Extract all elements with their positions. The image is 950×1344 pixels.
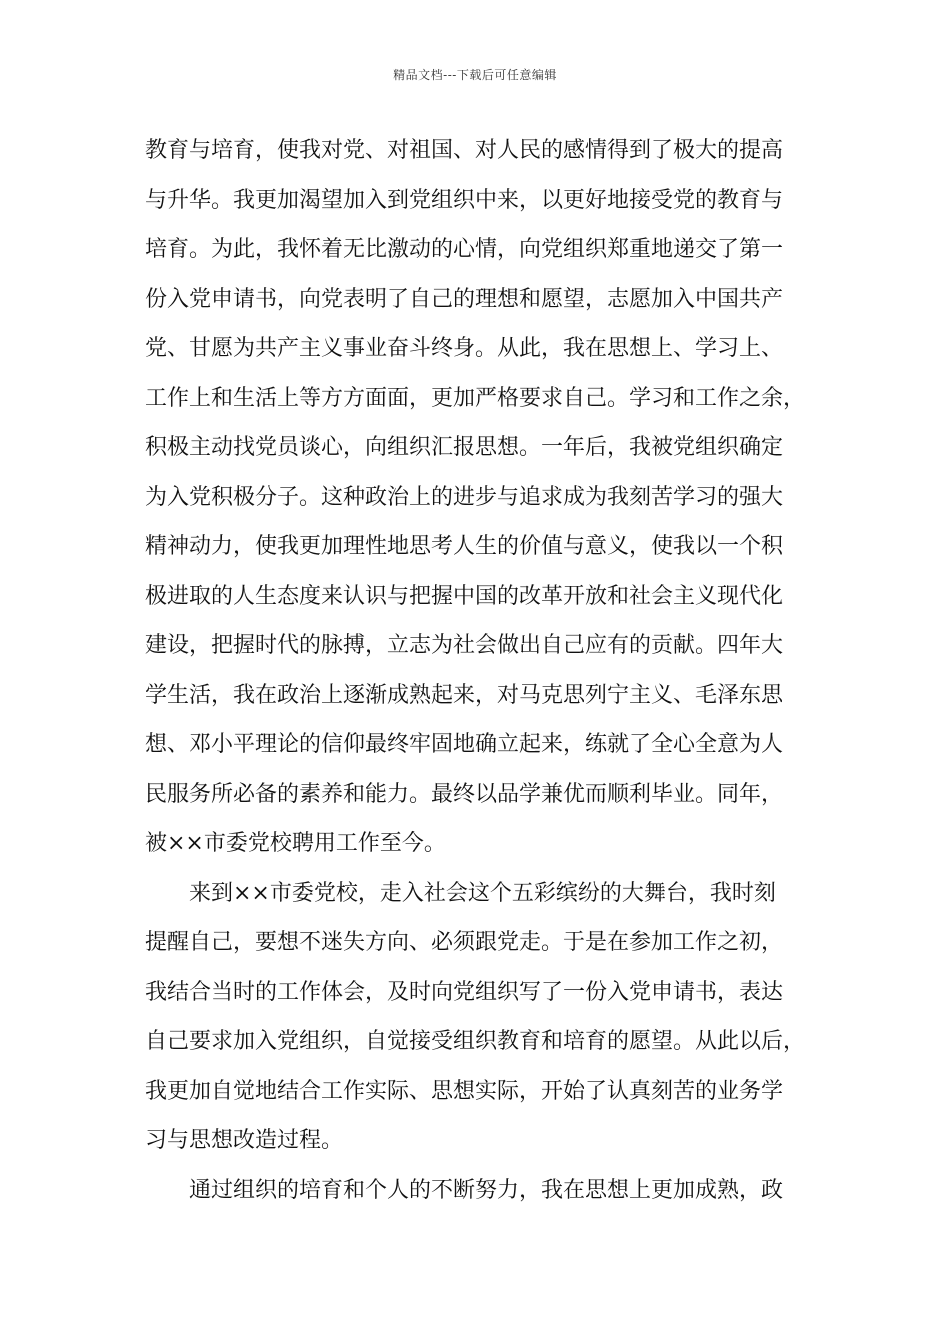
text-line: 培育。为此，我怀着无比激动的心情，向党组织郑重地递交了第一 xyxy=(145,237,784,262)
page-header: 精品文档---下载后可任意编辑 xyxy=(393,68,557,82)
text-line: 建设，把握时代的脉搏，立志为社会做出自己应有的贡献。四年大 xyxy=(145,633,784,658)
text-line: 工作上和生活上等方方面面，更加严格要求自己。学习和工作之余， xyxy=(145,385,806,411)
text-line: 积极主动找党员谈心，向组织汇报思想。一年后，我被党组织确定 xyxy=(145,435,784,460)
paragraph xyxy=(145,1166,825,1216)
text-line: 被××市委党校聘用工作至今。 xyxy=(145,831,446,856)
text-line: 精神动力，使我更加理性地思考人生的价值与意义，使我以一个积 xyxy=(145,534,784,559)
text-line: 通过组织的培育和个人的不断努力，我在思想上更加成熟，政 xyxy=(189,1177,784,1203)
text-line: 我结合当时的工作体会，及时向党组织写了一份入党申请书，表达 xyxy=(145,979,784,1005)
text-line: 民服务所必备的素养和能力。最终以品学兼优而顺利毕业。同年， xyxy=(145,781,784,807)
paragraph xyxy=(145,869,825,1166)
text-line: 为入党积极分子。这种政治上的进步与追求成为我刻苦学习的强大 xyxy=(145,484,784,510)
text-line: 党、甘愿为共产主义事业奋斗终身。从此，我在思想上、学习上、 xyxy=(145,336,784,361)
text-line: 份入党申请书，向党表明了自己的理想和愿望，志愿加入中国共产 xyxy=(145,286,784,312)
text-line: 习与思想改造过程。 xyxy=(145,1128,344,1153)
paragraph xyxy=(145,126,825,869)
text-line: 来到××市委党校，走入社会这个五彩缤纷的大舞台，我时刻 xyxy=(189,880,776,906)
text-line: 学生活，我在政治上逐渐成熟起来，对马克思列宁主义、毛泽东思 xyxy=(145,682,784,708)
document-body xyxy=(145,126,825,1215)
text-line: 想、邓小平理论的信仰最终牢固地确立起来，练就了全心全意为人 xyxy=(145,732,784,757)
text-line: 教育与培育，使我对党、对祖国、对人民的感情得到了极大的提高 xyxy=(145,138,784,163)
text-line: 与升华。我更加渴望加入到党组织中来，以更好地接受党的教育与 xyxy=(145,187,784,213)
text-line: 我更加自觉地结合工作实际、思想实际，开始了认真刻苦的业务学 xyxy=(145,1078,784,1104)
text-line: 提醒自己，要想不迷失方向、必须跟党走。于是在参加工作之初， xyxy=(145,930,784,955)
text-line: 自己要求加入党组织，自觉接受组织教育和培育的愿望。从此以后， xyxy=(145,1029,806,1054)
text-line: 极进取的人生态度来认识与把握中国的改革开放和社会主义现代化 xyxy=(145,583,784,609)
